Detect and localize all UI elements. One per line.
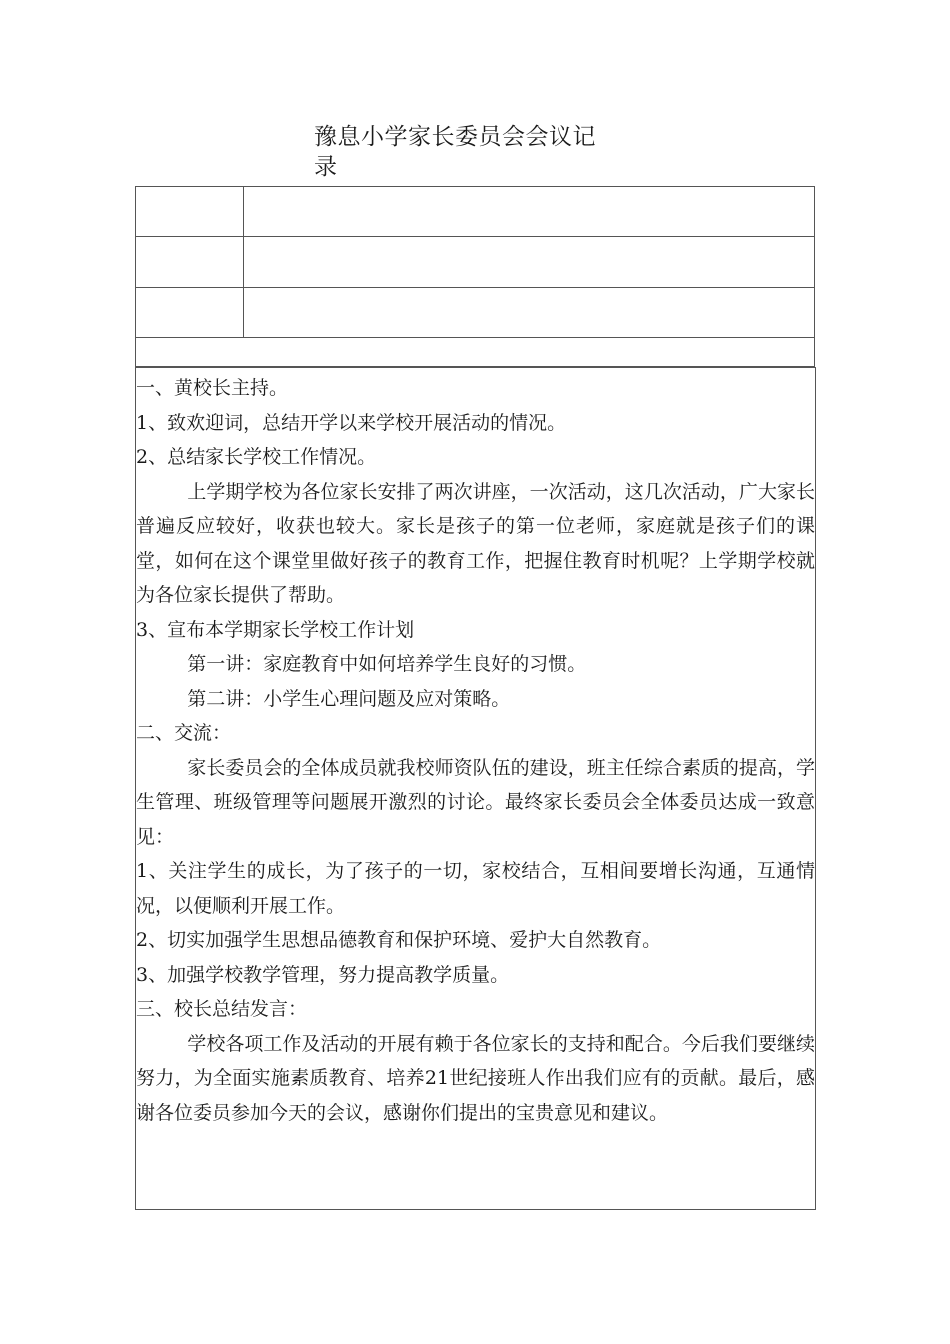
title-line-1: 豫息小学家长委员会会议记 — [314, 124, 596, 150]
info-row — [136, 287, 815, 337]
document-title — [314, 122, 634, 182]
content-paragraph: 学校各项工作及活动的开展有赖于各位家长的支持和配合。今后我们要继续努力，为全面实施素质教育、培养21世纪接班人作出我们应有的贡献。最后，感谢各位委员参加今天的会议，感谢你们提出的宝贵意见和建议。 — [136, 1032, 815, 1124]
content-paragraph: 二、交流： — [136, 722, 232, 744]
info-full-cell — [136, 337, 815, 366]
content-paragraph: 3、宣布本学期家长学校工作计划 — [136, 618, 415, 641]
title-line-2: 录 — [314, 154, 338, 180]
content-paragraph: 一、黄校长主持。 — [136, 377, 289, 399]
content-paragraph: 上学期学校为各位家长安排了两次讲座，一次活动，这几次活动，广大家长普遍反应较好，收获也较大。家长是孩子的第一位老师，家庭就是孩子们的课堂，如何在这个课堂里做好孩子的教育工作，把握住教育时机呢？上学期学校就为各位家长提供了帮助。 — [136, 480, 815, 606]
content-paragraph: 2、总结家长学校工作情况。 — [136, 446, 377, 468]
info-label-cell — [136, 237, 244, 287]
content-paragraph: 3、加强学校教学管理，努力提高教学质量。 — [136, 963, 510, 986]
info-row — [136, 187, 815, 237]
info-value-cell — [244, 237, 815, 287]
info-row — [136, 237, 815, 287]
info-value-cell — [244, 187, 815, 237]
meeting-info-table — [135, 186, 815, 367]
content-paragraph: 1、致欢迎词，总结开学以来学校开展活动的情况。 — [136, 411, 567, 434]
content-paragraph: 第二讲：小学生心理问题及应对策略。 — [187, 687, 511, 710]
info-row — [136, 337, 815, 366]
content-paragraph: 三、校长总结发言： — [136, 998, 308, 1020]
meeting-content — [135, 367, 816, 1210]
info-value-cell — [244, 287, 815, 337]
content-paragraph: 家长委员会的全体成员就我校师资队伍的建设，班主任综合素质的提高，学生管理、班级管理等问题展开激烈的讨论。最终家长委员会全体委员达成一致意见： — [136, 756, 815, 848]
info-label-cell — [136, 287, 244, 337]
content-paragraph: 2、切实加强学生思想品德教育和保护环境、爱护大自然教育。 — [136, 929, 662, 951]
info-label-cell — [136, 187, 244, 237]
content-paragraph: 1、关注学生的成长，为了孩子的一切，家校结合，互相间要增长沟通，互通情况，以便顺利开展工作。 — [136, 860, 815, 917]
content-paragraph: 第一讲：家庭教育中如何培养学生良好的习惯。 — [187, 653, 587, 675]
